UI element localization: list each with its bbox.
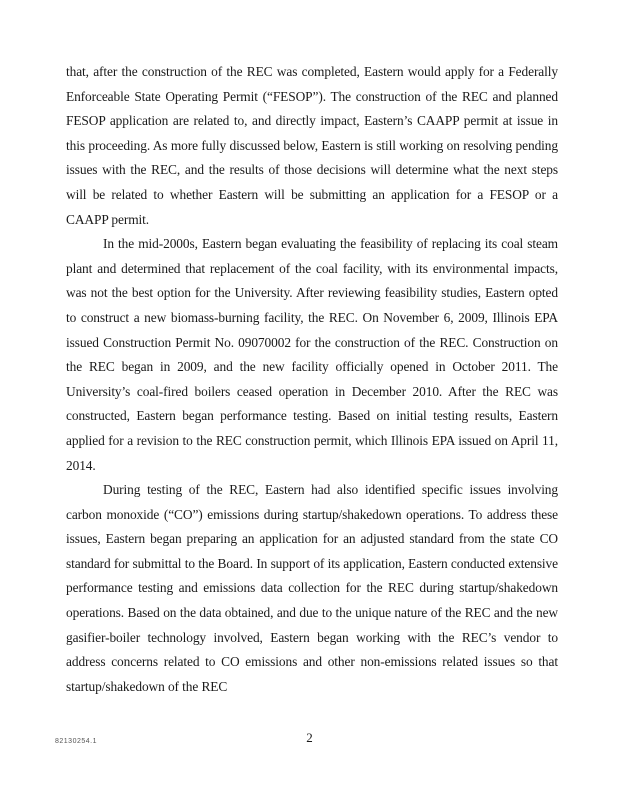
- paragraph-2: In the mid-2000s, Eastern began evaluating the feasibility of replacing its coal steam plant and determined that replacement of the coal facility, with its environmental impacts, was not the best option for the University. After reviewing feasibility studies, Eastern opted to construct a new biomass-burning facility, the REC. On November 6, 2009, Illinois EPA issued Construction Permit No. 09070002 for the construction of the REC. Construction on the REC began in 2009, and the new facility officially opened in October 2011. The University’s coal-fired boilers ceased operation in December 2010. After the REC was constructed, Eastern began performance testing. Based on initial testing results, Eastern applied for a revision to the REC construction permit, which Illinois EPA issued on April 11, 2014.: [66, 236, 558, 473]
- paragraph-3: During testing of the REC, Eastern had also identified specific issues involving carbon monoxide (“CO”) emissions during startup/shakedown operations. To address these issues, Eastern began preparing an application for an adjusted standard from the state CO standard for submittal to the Board. In support of its application, Eastern conducted extensive performance testing and emissions data collection for the REC during startup/shakedown operations. Based on the data obtained, and due to the unique nature of the REC and the new gasifier-boiler technology involved, Eastern began working with the REC’s vendor to address concerns related to CO emissions and other non-emissions related issues so that startup/shakedown of the REC: [66, 482, 558, 694]
- document-footer-id: 82130254.1: [55, 738, 97, 745]
- page-number: 2: [306, 730, 313, 745]
- document-body: [66, 60, 558, 699]
- paragraph-1: that, after the construction of the REC was completed, Eastern would apply for a Federally Enforceable State Operating Permit (“FESOP”). The construction of the REC and planned FESOP application are related to, and directly impact, Eastern’s CAAPP permit at issue in this proceeding. As more fully discussed below, Eastern is still working on resolving pending issues with the REC, and the results of those decisions will determine what the next steps will be related to whether Eastern will be submitting an application for a FESOP or a CAAPP permit.: [66, 64, 558, 227]
